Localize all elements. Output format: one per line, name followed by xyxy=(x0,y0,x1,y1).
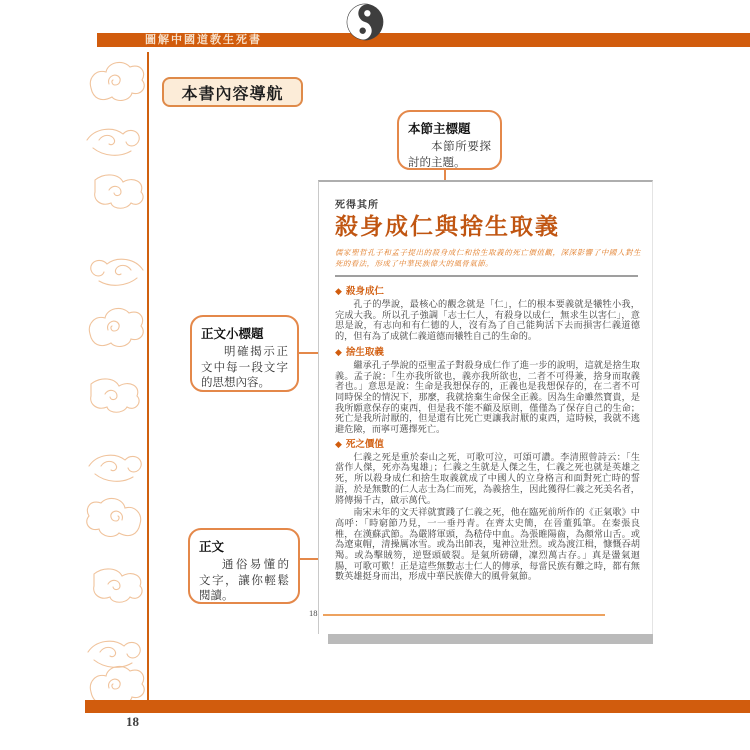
page-title: 殺身成仁與捨生取義 xyxy=(335,214,560,239)
callout-title: 正文 xyxy=(199,540,225,554)
section-heading xyxy=(335,347,638,358)
sample-page-number: 18 xyxy=(309,608,318,618)
callout-title: 本節主標題 xyxy=(408,122,471,136)
section-heading xyxy=(335,286,638,297)
section-heading-text: 捨生取義 xyxy=(345,346,384,358)
margin-divider-line xyxy=(147,52,149,700)
folio-page-number: 18 xyxy=(126,714,139,729)
content-navigation-label: 本書內容導航 xyxy=(181,85,284,103)
bottom-bar xyxy=(85,700,750,713)
cloud-pattern-strip xyxy=(85,52,146,700)
diamond-bullet-icon: ◆ xyxy=(335,346,342,357)
section-heading-text: 死之價值 xyxy=(345,438,384,450)
section-intro: 儒家聖哲孔子和孟子提出的殺身成仁和捨生取義的死亡價值觀，深深影響了中國人對生死的看法，形成了中華民族偉大的風骨氣節。 xyxy=(335,248,641,268)
callout-body: 通俗易懂的文字，讓你輕鬆閱讀。 xyxy=(199,559,289,602)
callout-subheading xyxy=(190,315,299,392)
callout-body-text xyxy=(188,528,300,604)
auspicious-clouds-icon xyxy=(85,52,146,700)
book-title: 圖解中國道教生死書 xyxy=(145,34,262,46)
callout-body: 明確揭示正文中每一段文字的思想內容。 xyxy=(201,346,288,389)
page-drop-shadow xyxy=(328,634,653,644)
body-paragraph: 繼承孔子學說的亞聖孟子對殺身成仁作了進一步的說明，這就是捨生取義。孟子說：「生亦我所欲也，義亦我所欲也，二者不可得兼，捨身而取義者也。」意思是說：生命是我想保存的，正義也是我想保存的，在二者不可同時保全的情況下，那麼，我就捨棄生命保全正義。因為生命雖然寶貴，是我所願意保存的東西，但是我不能不顧及原則，僅僅為了保存自己的生命；死亡是我所討厭的，但是還有比死亡更讓我討厭的東西，這時候，我就不逃避危險，而寧可選擇死亡。 xyxy=(335,359,640,435)
body-paragraph: 南宋末年的文天祥就實踐了仁義之死，他在臨死前所作的《正氣歌》中高呼：「時窮節乃見，一一垂丹青。在齊太史簡，在晉董狐筆。在秦張良椎，在漢蘇武節。為嚴將軍頭，為嵇侍中血。為張睢陽齒，為顏常山舌。或為遼東帽，清操厲冰雪。或為出師表，鬼神泣壯烈。或為渡江楫，慷慨吞胡羯。或為擊賊笏，逆豎頭破裂。是氣所磅礴，凜烈萬古存。」真是盪氣迴腸，可歌可歎！正是這些無數志士仁人的傳承，每當民族有難之時，都有無數英雄挺身而出，形成中華民族偉大的風骨氣節。 xyxy=(335,507,640,582)
body-paragraph: 仁義之死是重於泰山之死，可歌可泣，可頌可讚。李清照曾詩云：「生當作人傑，死亦為鬼雄」；仁義之生就是人傑之生，仁義之死也就是英雄之死，所以殺身成仁和捨生取義就成了中國人的立身格言和面對死亡時的誓語，於是無數的仁人志士為仁而死，為義捨生，因此獲得仁義之死美名者，將傳揚千古，啟示萬代。 xyxy=(335,451,640,505)
diamond-bullet-icon: ◆ xyxy=(335,286,342,296)
section-kicker: 死得其所 xyxy=(335,200,379,211)
intro-divider xyxy=(335,275,638,277)
section-heading xyxy=(335,439,638,450)
callout-body: 本節所要探討的主題。 xyxy=(408,141,491,169)
callout-title: 正文小標題 xyxy=(201,327,264,341)
yin-yang-icon xyxy=(345,2,385,42)
callout-section-title xyxy=(397,110,502,170)
diamond-bullet-icon: ◆ xyxy=(335,438,342,449)
sample-page-footer-rule xyxy=(323,614,605,616)
body-paragraph: 孔子的學說，最核心的觀念就是「仁」，仁的根本要義就是犧牲小我，完成大我。所以孔子強調「志士仁人，有殺身以成仁，無求生以害仁」，意思是說，有志向和有仁德的人，沒有為了自己能夠活下去而損害仁義道德的，但有為了成就仁義道德而犧牲自己的生命的。 xyxy=(335,299,640,342)
section-heading-text: 殺身成仁 xyxy=(345,286,384,297)
content-navigation-box xyxy=(162,77,303,107)
sample-page xyxy=(309,180,653,634)
